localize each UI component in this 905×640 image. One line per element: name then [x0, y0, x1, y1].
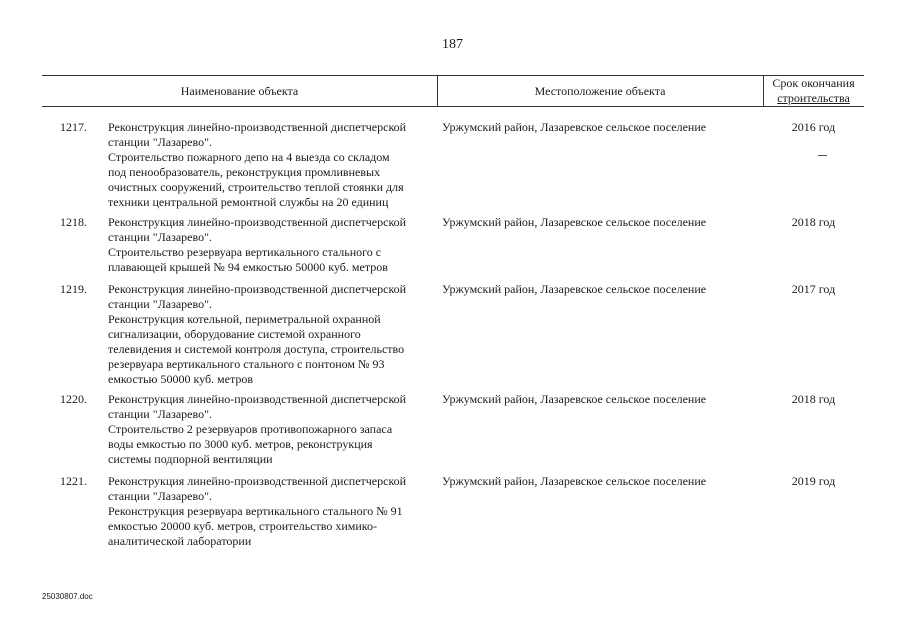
row-term: 2019 год [791, 474, 836, 488]
header-object-location: Местоположение объекта [534, 84, 666, 98]
row-term: 2018 год [791, 392, 836, 406]
header-term-line1: Срок окончания [772, 76, 855, 90]
row-location: Уржумский район, Лазаревское сельское поселение [442, 120, 707, 134]
row-term: 2018 год [791, 215, 836, 229]
table-header-bottom-rule [42, 106, 864, 107]
row-location: Уржумский район, Лазаревское сельское поселение [442, 215, 707, 229]
header-term-line2: строительства [777, 91, 850, 105]
row-term: 2016 год [791, 120, 836, 134]
table-header-top-rule [42, 75, 864, 76]
header-object-name: Наименование объекта [180, 84, 299, 98]
footer-document-name: 25030807.doc [42, 592, 93, 601]
row-number: 1217. [60, 120, 87, 134]
row-mark [818, 155, 827, 156]
row-location: Уржумский район, Лазаревское сельское поселение [442, 392, 707, 406]
row-location: Уржумский район, Лазаревское сельское поселение [442, 474, 707, 488]
page-number: 187 [442, 37, 463, 52]
row-location: Уржумский район, Лазаревское сельское поселение [442, 282, 707, 296]
row-term: 2017 год [791, 282, 836, 296]
row-object: Реконструкция линейно-производственной диспетчерской станции "Лазарево". Реконструкция котельной, периметральной охранной сигнализации, оборудование системой охранного телевидения и системой контроля доступа, строительство резервуара вертикального стального с понтоном № 93 емкостью 50000 куб. метров [108, 282, 407, 386]
row-object: Реконструкция линейно-производственной диспетчерской станции "Лазарево". Строительство пожарного депо на 4 выезда со складом под пенообразователь, реконструкция промливневых очистных сооружений, строительство теплой стоянки для техники центральной ремонтной службы на 20 единиц [108, 120, 407, 209]
header-completion-term [763, 76, 864, 106]
row-object: Реконструкция линейно-производственной диспетчерской станции "Лазарево". Строительство резервуара вертикального стального с плавающей крышей № 94 емкостью 50000 куб. метров [108, 215, 407, 274]
row-object: Реконструкция линейно-производственной диспетчерской станции "Лазарево". Реконструкция резервуара вертикального стального № 91 емкостью 20000 куб. метров, строительство химико- аналитической лаборатории [108, 474, 407, 548]
row-number: 1220. [60, 392, 87, 406]
row-number: 1219. [60, 282, 87, 296]
row-object: Реконструкция линейно-производственной диспетчерской станции "Лазарево". Строительство 2 резервуаров противопожарного запаса воды емкостью по 3000 куб. метров, реконструкция системы подпорной вентиляции [108, 392, 407, 466]
row-number: 1221. [60, 474, 87, 488]
row-number: 1218. [60, 215, 87, 229]
